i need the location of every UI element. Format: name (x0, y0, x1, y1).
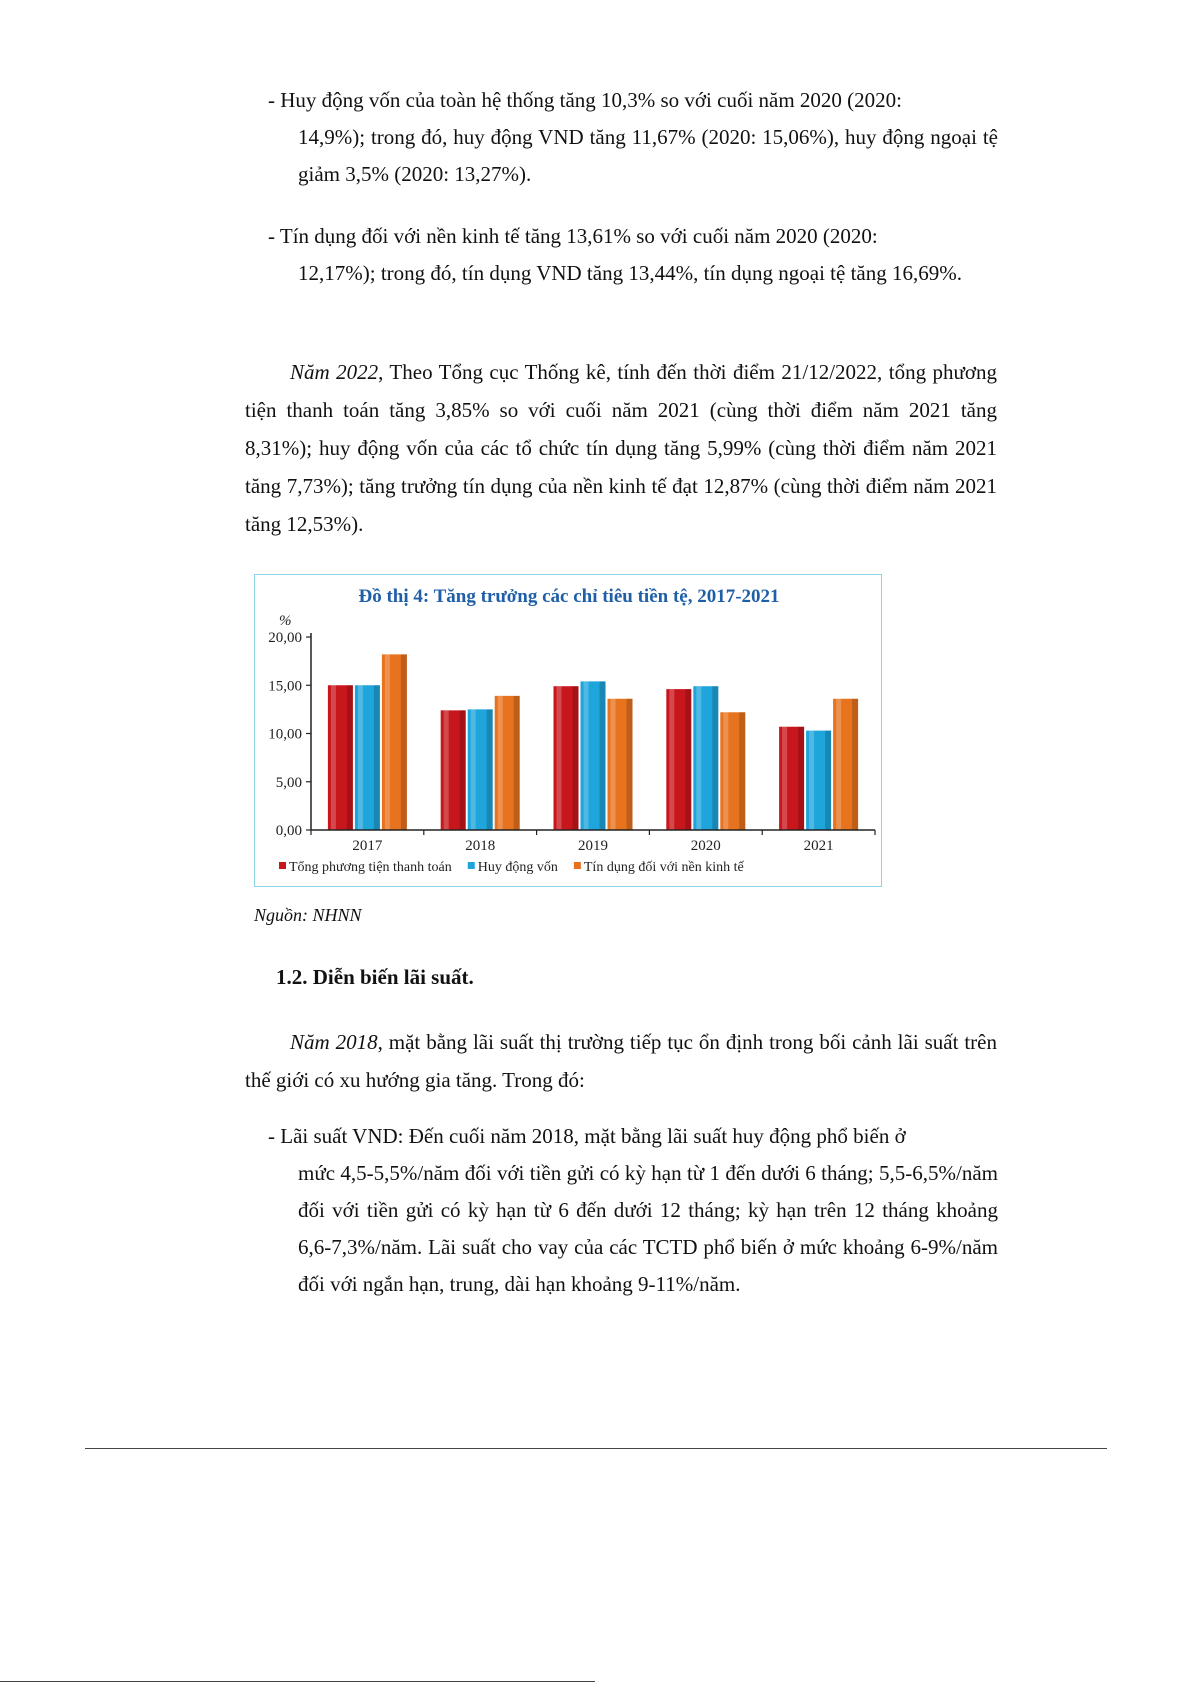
bar (382, 654, 407, 830)
bar-shade (852, 699, 858, 830)
bar-highlight (557, 686, 562, 830)
bar (806, 731, 831, 830)
bar (666, 689, 691, 830)
bar-highlight (471, 709, 476, 830)
bar-shade (600, 681, 606, 830)
x-tick-label: 2020 (690, 838, 721, 854)
paragraph-2022 (245, 353, 997, 543)
chart-source: Nguồn: NHNN (254, 905, 362, 925)
bar-shade (514, 696, 520, 830)
bar (693, 686, 718, 830)
bar-highlight (809, 731, 814, 830)
chart-title: Đồ thị 4: Tăng trưởng các chỉ tiêu tiền tệ, 2017-2021 (358, 586, 780, 607)
bar-shade (460, 710, 466, 830)
chart-svg (255, 575, 881, 886)
x-tick-label: 2017 (352, 838, 383, 854)
section-heading: 1.2. Diễn biến lãi suất. (276, 965, 474, 989)
legend-label: Tín dụng đối với nền kinh tế (583, 860, 744, 875)
bar-highlight (669, 689, 674, 830)
bar-highlight (611, 699, 616, 830)
bars (328, 654, 858, 830)
bar-highlight (444, 710, 449, 830)
paragraph-lead: Năm 2018 (290, 1030, 378, 1054)
bar (468, 709, 493, 830)
chart-y-unit: % (279, 613, 292, 629)
bar-shade (739, 712, 745, 830)
legend-swatch (468, 862, 475, 869)
paragraph-2018 (245, 1023, 997, 1099)
bar-shade (347, 685, 353, 830)
bar-highlight (498, 696, 503, 830)
page-divider (85, 1448, 1107, 1449)
y-tick-label: 0,00 (275, 823, 302, 839)
bar (720, 712, 745, 830)
bullet-continuation: 12,17%); trong đó, tín dụng VND tăng 13,44%, tín dụng ngoại tệ tăng 16,69%. (298, 261, 962, 285)
legend-swatch (279, 862, 286, 869)
bar-shade (573, 686, 579, 830)
bar-highlight (331, 685, 336, 830)
y-axis (268, 630, 311, 839)
x-tick-label: 2018 (465, 838, 496, 854)
bar-shade (401, 654, 407, 830)
bullet-first-line: - Tín dụng đối với nền kinh tế tăng 13,61% so với cuối năm 2020 (2020: (268, 224, 878, 248)
bar (833, 699, 858, 830)
bullet-lai-suat-vnd (268, 1118, 998, 1303)
y-tick-label: 10,00 (268, 726, 302, 743)
bar (495, 696, 520, 830)
bullet-tin-dung (268, 218, 998, 292)
bar-shade (825, 731, 831, 830)
x-tick-label: 2019 (578, 838, 608, 854)
y-tick-label: 20,00 (268, 630, 302, 646)
bar (441, 710, 466, 830)
paragraph-text: , mặt bằng lãi suất thị trường tiếp tục ổn định trong bối cảnh lãi suất trên thế giới có xu hướng gia tăng. Trong đó: (245, 1030, 997, 1092)
bar-highlight (584, 681, 589, 830)
paragraph-text: , Theo Tổng cục Thống kê, tính đến thời điểm 21/12/2022, tổng phương tiện thanh toán tăng 3,85% so với cuối năm 2021 (cùng thời điểm năm 2021 tăng 8,31%); huy động vốn của các tổ chức tín dụng tăng 5,99% (cùng thời điểm năm 2021 tăng 7,73%); tăng trưởng tín dụng của nền kinh tế đạt 12,87% (cùng thời điểm năm 2021 tăng 12,53%). (245, 360, 997, 536)
bar-shade (487, 709, 493, 830)
y-tick-label: 15,00 (268, 678, 302, 695)
bar-shade (685, 689, 691, 830)
legend-swatch (574, 862, 581, 869)
y-tick-label: 5,00 (275, 774, 302, 791)
bar-highlight (723, 712, 728, 830)
legend-label: Tổng phương tiện thanh toán (289, 860, 452, 875)
bar-highlight (696, 686, 701, 830)
bullet-huy-dong-von (268, 82, 998, 193)
bar-shade (627, 699, 633, 830)
x-axis (311, 830, 875, 854)
bar-shade (798, 727, 804, 830)
bar-highlight (358, 685, 363, 830)
bar-highlight (385, 654, 390, 830)
bar-shade (712, 686, 718, 830)
chart-monetary-growth (254, 574, 882, 887)
footnote-divider (0, 1681, 595, 1682)
bar-shade (374, 685, 380, 830)
bullet-first-line: - Lãi suất VND: Đến cuối năm 2018, mặt bằng lãi suất huy động phổ biến ở (268, 1124, 906, 1148)
bar (554, 686, 579, 830)
bar (328, 685, 353, 830)
bar (779, 727, 804, 830)
bullet-continuation: 14,9%); trong đó, huy động VND tăng 11,67% (2020: 15,06%), huy động ngoại tệ giảm 3,5% (2020: 13,27%). (298, 125, 998, 186)
legend-label: Huy động vốn (477, 860, 558, 875)
bullet-continuation: mức 4,5-5,5%/năm đối với tiền gửi có kỳ hạn từ 1 đến dưới 6 tháng; 5,5-6,5%/năm đối với tiền gửi có kỳ hạn từ 6 đến dưới 12 tháng; kỳ hạn trên 12 tháng khoảng 6,6-7,3%/năm. Lãi suất cho vay của các TCTD phổ biến ở mức khoảng 6-9%/năm đối với ngắn hạn, trung, dài hạn khoảng 9-11%/năm. (298, 1161, 998, 1296)
paragraph-lead: Năm 2022 (290, 360, 379, 384)
bar (581, 681, 606, 830)
bar (355, 685, 380, 830)
bar (608, 699, 633, 830)
legend (279, 860, 744, 875)
bar-highlight (836, 699, 841, 830)
x-tick-label: 2021 (803, 838, 834, 854)
bar-highlight (782, 727, 787, 830)
bullet-first-line: - Huy động vốn của toàn hệ thống tăng 10,3% so với cuối năm 2020 (2020: (268, 88, 903, 112)
